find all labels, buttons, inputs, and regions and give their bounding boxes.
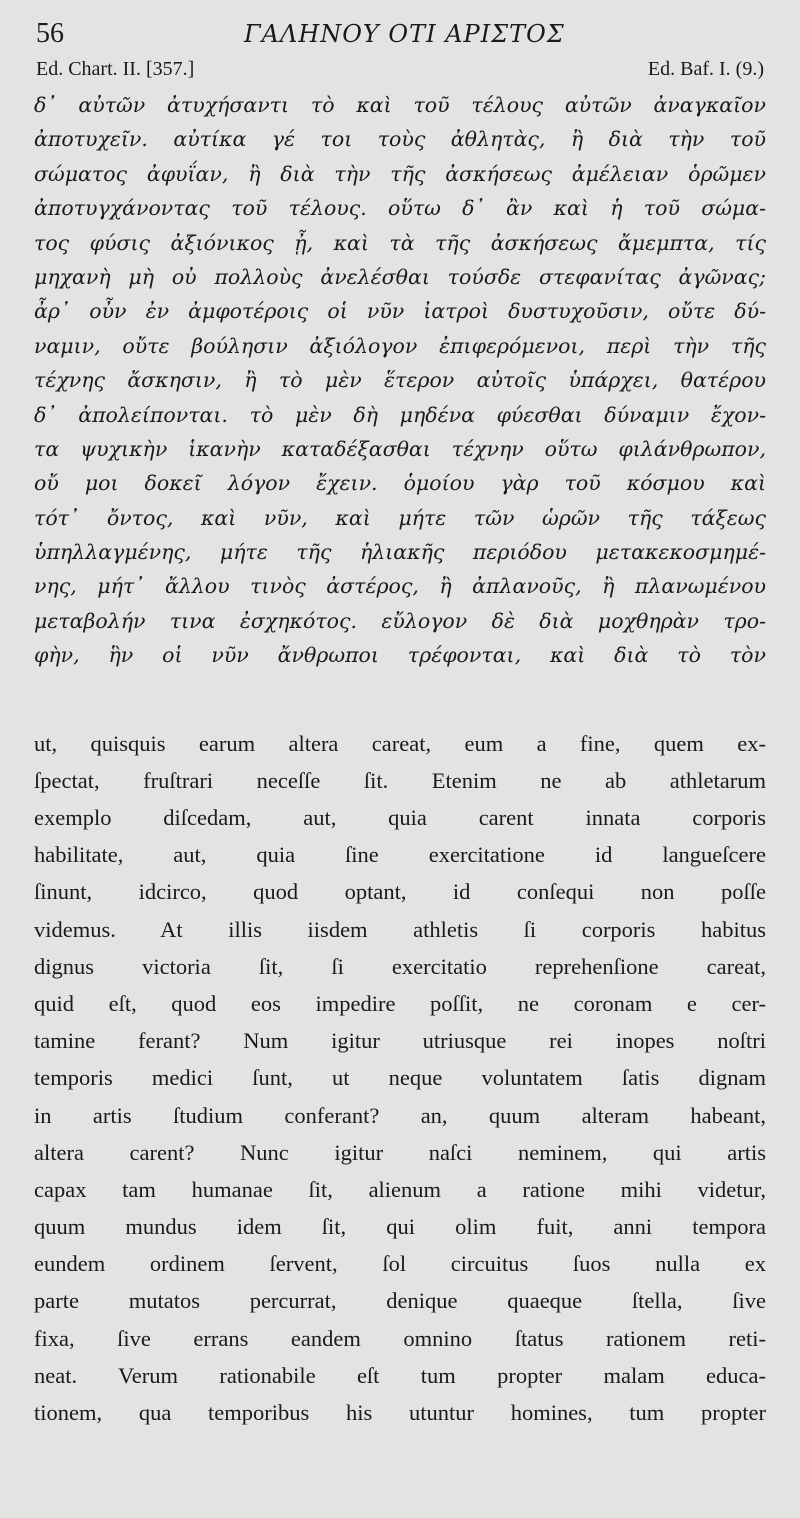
greek-line: σώματος ἀφυΐαν, ἢ διὰ τὴν τῆς ἀσκήσεως ἀμέλειαν ὁρῶμεν [34,161,766,186]
greek-line: τέχνης ἄσκησιν, ἢ τὸ μὲν ἕτερον αὐτοῖς ὑπάρχει, θατέρου [34,368,766,393]
running-title: ΓΑΛΗΝΟΥ ΟΤΙ ΑΡΙΣΤΟΣ [244,20,565,48]
latin-line: exemplo diſcedam, aut, quia carent innata corporis [34,805,766,831]
greek-line: τος φύσις ἀξιόνικος ᾖ, καὶ τὰ τῆς ἀσκήσεως ἄμεμπτα, τίς [34,230,766,255]
greek-line: νης, μήτ᾽ ἄλλου τινὸς ἀστέρος, ἢ ἀπλανοῦς, ἢ πλανωμένου [34,574,766,599]
greek-line: οὔ μοι δοκεῖ λόγον ἔχειν. ὁμοίου γὰρ τοῦ κόσμου καὶ [34,471,766,496]
running-head [34,14,766,58]
latin-line: parte mutatos percurrat, denique quaeque ſtella, ſive [34,1288,766,1314]
latin-line: temporis medici ſunt, ut neque voluntatem ſatis dignam [34,1065,766,1091]
latin-line: videmus. At illis iisdem athletis ſi corporis habitus [34,916,766,942]
greek-line: ναμιν, οὔτε βούλησιν ἀξιόλογον ἐπιφερόμενοι, περὶ τὴν τῆς [34,333,766,358]
edition-references [34,58,766,86]
greek-line: ὑπηλλαγμένης, μήτε τῆς ἡλιακῆς περιόδου μετακεκοσμημέ- [34,540,766,565]
latin-line: in artis ſtudium conferant? an, quum alteram habeant, [34,1102,766,1128]
page-number: 56 [36,18,64,49]
latin-line: altera carent? Nunc igitur naſci neminem, qui artis [34,1139,766,1165]
latin-line: ſpectat, fruſtrari neceſſe ſit. Etenim ne ab athletarum [34,767,766,793]
greek-line: ἀποτυχεῖν. αὐτίκα γέ τοι τοὺς ἀθλητὰς, ἢ διὰ τὴν τοῦ [34,127,766,152]
latin-line: fixa, ſive errans eandem omnino ſtatus rationem reti- [34,1325,766,1351]
greek-line: φὴν, ἣν οἱ νῦν ἄνθρωποι τρέφονται, καὶ διὰ τὸ τὸν [34,643,766,668]
latin-line: ut, quisquis earum altera careat, eum a fine, quem ex- [34,730,766,756]
greek-line: μηχανὴ μὴ οὐ πολλοὺς ἀνελέσθαι τούσδε στεφανίτας ἀγῶνας; [34,264,766,289]
latin-line: tamine ferant? Num igitur utriusque rei inopes noſtri [34,1028,766,1054]
greek-text-block [34,88,766,673]
latin-line: quum mundus idem ſit, qui olim fuit, anni tempora [34,1214,766,1240]
latin-line: capax tam humanae ſit, alienum a ratione mihi videtur, [34,1176,766,1202]
latin-line: ſinunt, idcirco, quod optant, id conſequi non poſſe [34,879,766,905]
greek-line: τότ᾽ ὄντος, καὶ νῦν, καὶ μήτε τῶν ὡρῶν τῆς τάξεως [34,505,766,530]
greek-line: ἆρ᾽ οὖν ἐν ἀμφοτέροις οἱ νῦν ἰατροὶ δυστυχοῦσιν, οὔτε δύ- [34,299,766,324]
edition-ref-chartier: Ed. Chart. II. [357.] [36,58,195,80]
latin-line: habilitate, aut, quia ſine exercitatione id langueſcere [34,842,766,868]
latin-text-block [34,725,766,1432]
greek-line: δ᾽ αὐτῶν ἀτυχήσαντι τὸ καὶ τοῦ τέλους αὐτῶν ἀναγκαῖον [34,93,766,117]
latin-line: dignus victoria ſit, ſi exercitatio reprehenſione careat, [34,953,766,979]
greek-line: ἀποτυγχάνοντας τοῦ τέλους. οὕτω δ᾽ ἂν καὶ ἡ τοῦ σώμα- [34,196,766,221]
greek-line: μεταβολήν τινα ἐσχηκότος. εὔλογον δὲ διὰ μοχθηρὰν τρο- [34,608,766,633]
edition-ref-basel: Ed. Baf. I. (9.) [647,58,764,80]
latin-line: eundem ordinem ſervent, ſol circuitus ſuos nulla ex [34,1251,766,1277]
latin-line: quid eſt, quod eos impedire poſſit, ne coronam e cer- [34,990,766,1016]
latin-line: tionem, qua temporibus his utuntur homines, tum propter [34,1400,766,1426]
greek-line: δ᾽ ἀπολείπονται. τὸ μὲν δὴ μηδένα φύεσθαι δύναμιν ἔχον- [34,402,766,427]
latin-line: neat. Verum rationabile eſt tum propter malam educa- [34,1362,766,1388]
greek-line: τα ψυχικὴν ἱκανὴν καταδέξασθαι τέχνην οὕτω φιλάνθρωπον, [34,436,766,461]
